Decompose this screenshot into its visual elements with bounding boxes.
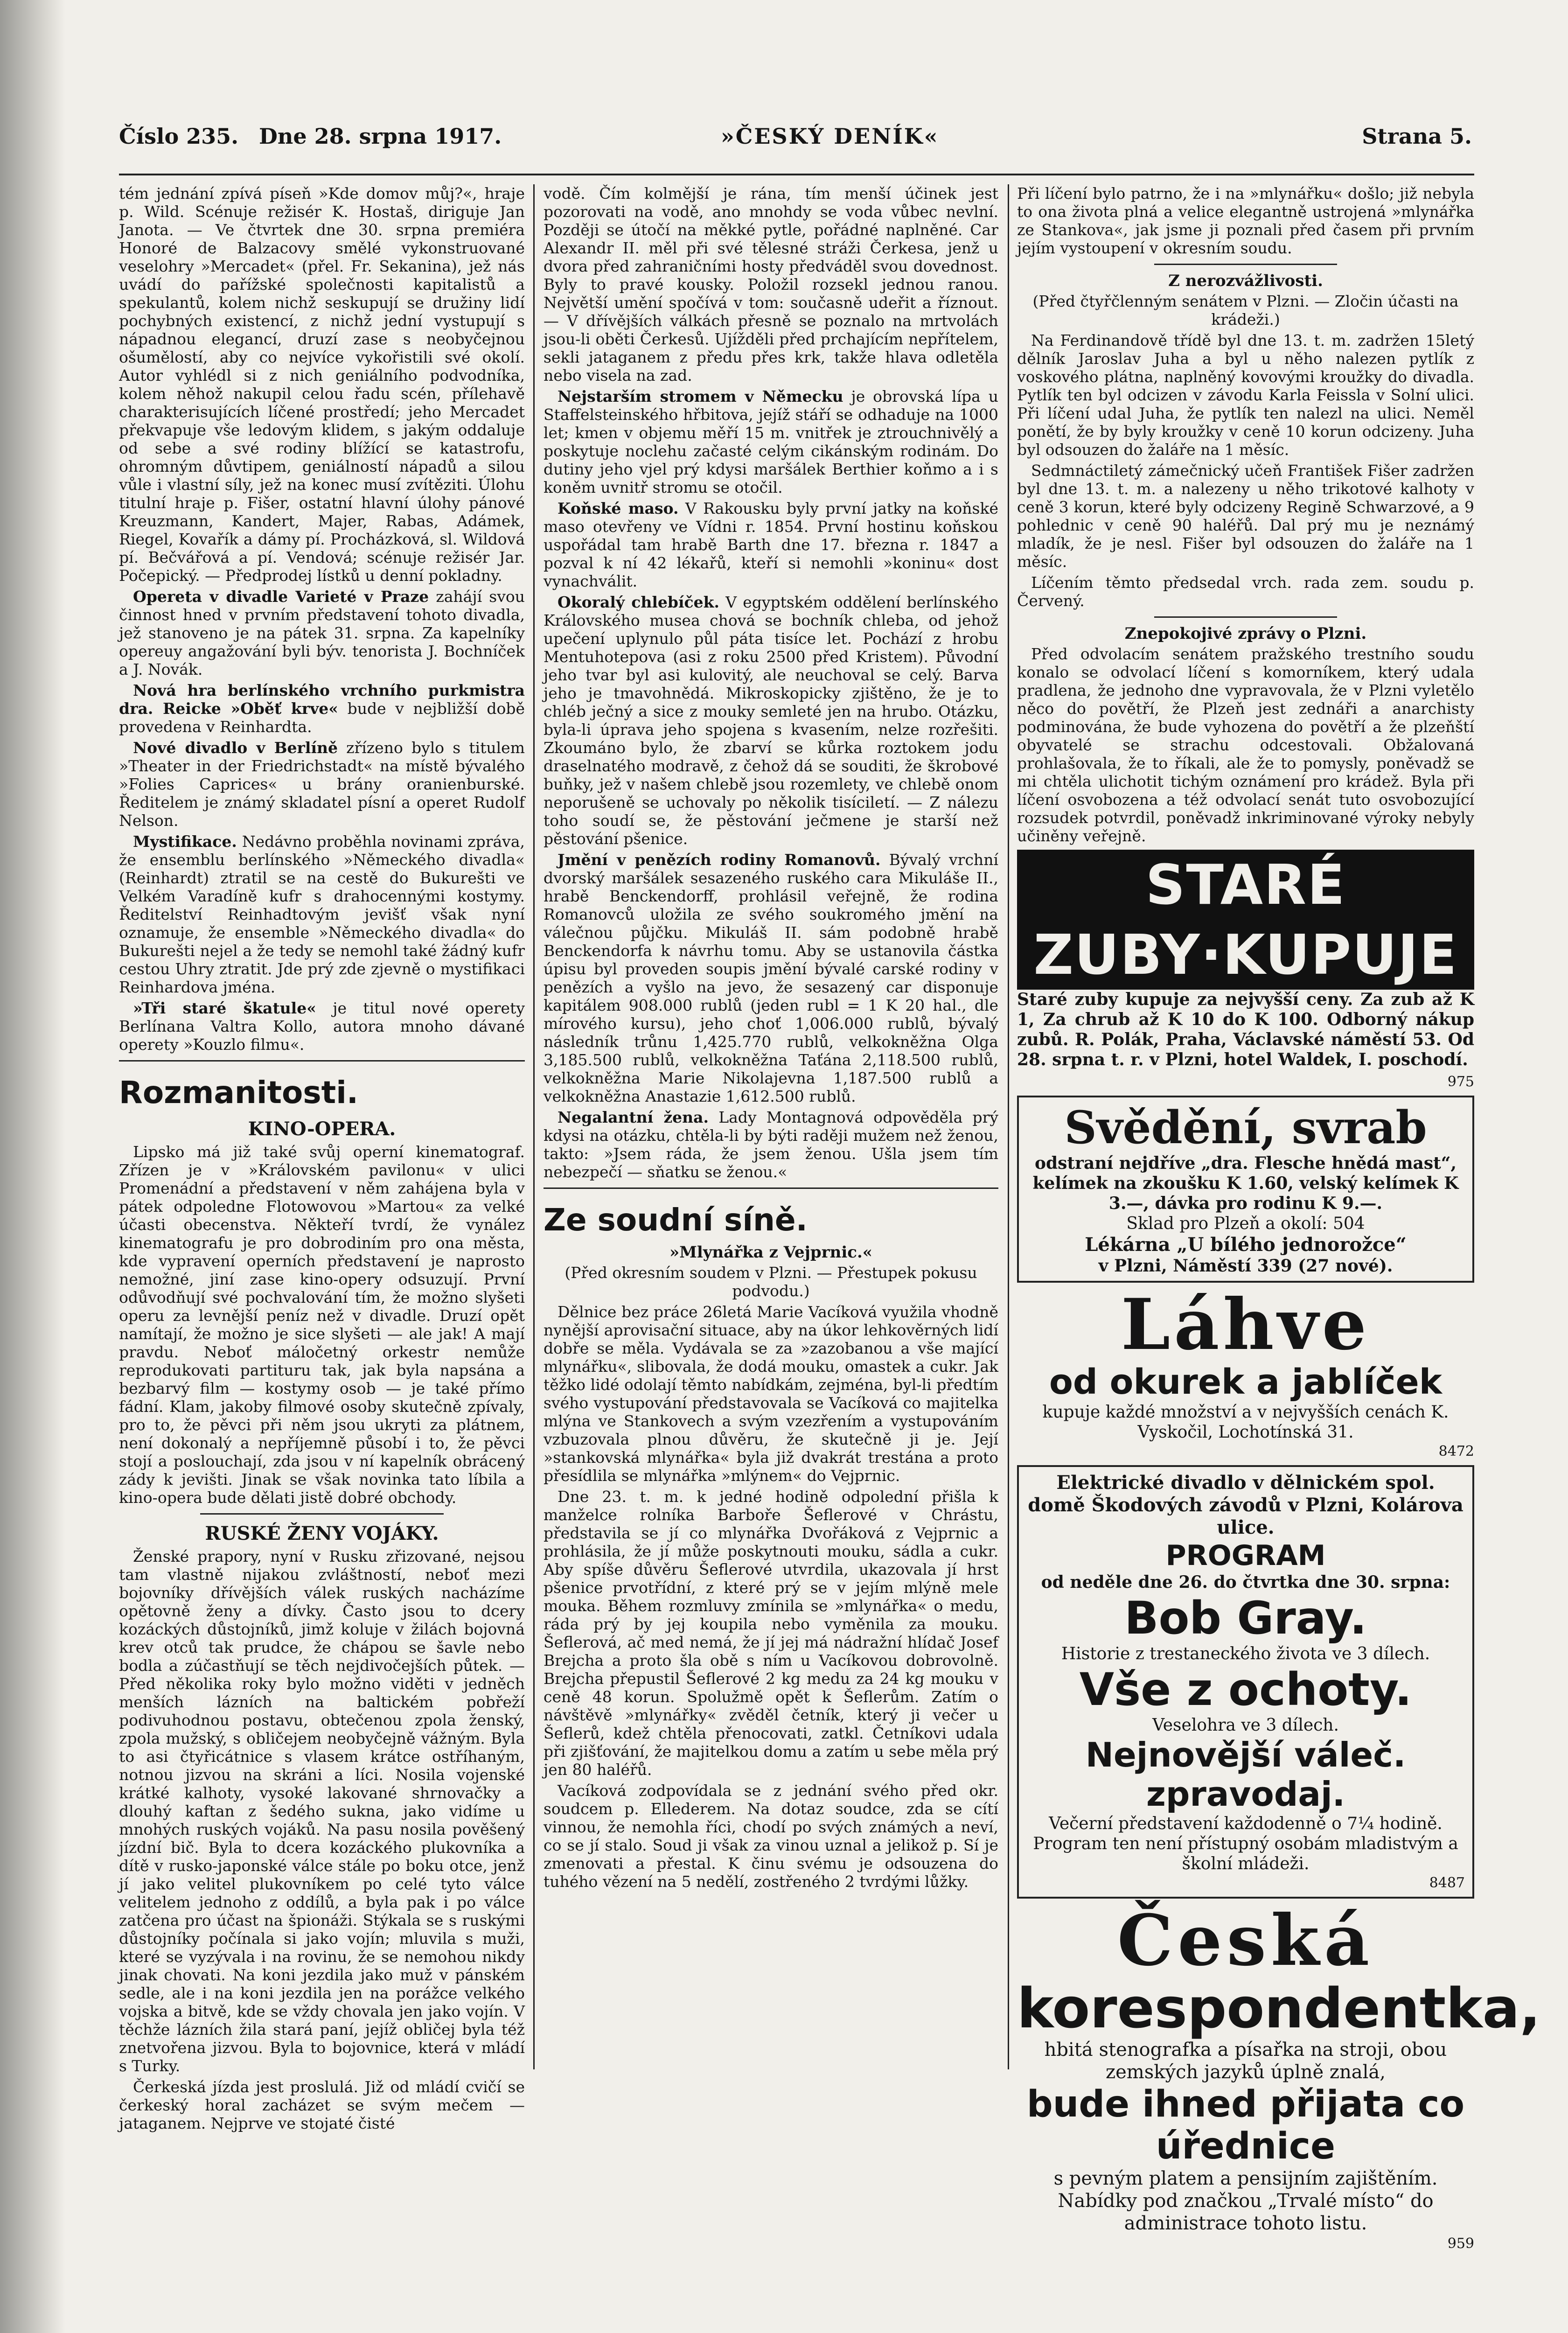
ad-heading: korespondentka, <box>1017 1976 1541 2040</box>
news-item <box>119 832 525 996</box>
news-item <box>544 1108 998 1181</box>
article-text: Vacíková zodpovídala se z jednání svého před okr. soudcem p. Ellederem. Na dotaz soudce, zda se cítí vinnou, že nemohla říci, chodí po svých známých a neví, co se jí stalo. Soud ji však za vinou uznal a jelikož p. Sí je zmenovati a přestal. K činu svému je odsouzena do tuhého vězení na 5 nedělí, zostřeného 2 tvrdými lůžky. <box>544 1781 998 1891</box>
news-body: zřízeno bylo s titulem »Theater in der Friedrichstadt« na místě bývalého »Folies Caprices« u brány oranienburské. Ředitelem je známý skladatel písní a operet Rudolf Nelson. <box>119 739 525 830</box>
ad-text <box>1026 1214 1465 1234</box>
ad-heading: Česká <box>1117 1900 1374 1982</box>
ad-heading: Láhve <box>1121 1284 1371 1366</box>
article-text: Lipsko má již také svůj operní kinematograf. Zřízen je v »Královském pavilonu« v ulici Promenádní a představení v něm zahájena byla v pátek odpoledne Flotowovou »Martou« za velké účasti obecenstva. Někteří tvrdí, že vynález kinematografu je pro dobrodiním pro ona města, kde vypravení operních představení je naprosto nemožné, jiní zase kino-opery odsuzují. První odůvodňují své pochvalování tím, že možno slyšeti operu za levnější peníz než v divadle. Druzí opět namítají, že možno je sice slyšeti — ale jak! A mají pravdu. Neboť máločetný orkestr nemůže reprodukovati partituru tak, jak byla napsána a bezbarvý film — kostymy osob — je také přímo fádní. Klam, jakoby filmové osoby skutečně zpívaly, pro to, že pěvci při něm jsou ukryti za plátnem, není dokonalý a nepříjemně působí i to, že pěvci stojí a poslouchají, zda jsou v ní kapelník obrácený zády k jevišti. Jinak se však novinka tato líbila a kino-opera bude dělati jistě dobré obchody. <box>119 1143 525 1507</box>
news-item <box>544 851 998 1105</box>
ad-text-span: Sklad pro Plzeň a okolí: <box>1126 1214 1328 1233</box>
news-body: zahájí svou činnost hned v prvním představení tohoto divadla, jež stanoveno je na pátek 31. srpna. Za kapelníky opereuy angažování byli býv. tenorista J. Bochníček a J. Novák. <box>119 587 525 678</box>
article-title-kino-opera: KINO-OPERA. <box>248 1118 396 1140</box>
ad-text: od neděle dne 26. do čtvrtka dne 30. srpna: <box>1041 1572 1450 1592</box>
article-text: Líčením těmto předsedal vrch. rada zem. soudu p. Červený. <box>1017 573 1474 610</box>
ad-elektricke-divadlo <box>1017 1465 1474 1899</box>
article-title-ruske-zeny: RUSKÉ ŽENY VOJÁKY. <box>205 1523 439 1544</box>
news-body: je obrovská lípa u Staffelsteinského hřbitova, jejíž stáří se odhaduje na 1000 let; kmen v objemu měří 15 m. vnitřek je ztrouchnivělý a poskytuje noclehu začasté celým cikánským rodinám. Do dutiny jeho vjel prý kdysi maršálek Berthier koňmo a i s koněm uvnitř stromu se otočil. <box>544 387 998 496</box>
ad-film-title: Vše z ochoty. <box>1079 1663 1412 1716</box>
article-subtitle: (Před okresním soudem v Plzni. — Přestupek pokusu podvodu.) <box>564 1264 977 1300</box>
news-lead: Koňské maso. <box>558 499 679 517</box>
news-body: Bývalý vrchní dvorský maršálek sesazeného ruského cara Mikuláše II., hrabě Benckendorff, prohlásil veřejně, že rodina Romanovců uložila ze svého soukromého jmění na válečnou půjčku. Mikuláš II. sám podobně hrabě Benckendorfa k návrhu tomu. Aby se ustanovila částka úpisu byl proveden soupis jmění bývalé carské rodiny v penězích a vyšlo na jevo, že sesazený car disponuje kapitálem 908.000 rublů (jeden rubl = 1 K 20 hal., dle mírového kursu), jeho choť 1,006.000 rublů, bývalý následník trůnu 1,425.770 rublů, velkokněžna Olga 3,185.500 rublů, velkokněžna Taťána 2,118.500 rublů, velkokněžna Marie Nikolajevna 1,187.500 rublů a velkokněžna Anastazie 1,612.500 rublů. <box>544 851 998 1105</box>
ad-banner: STARÉ ZUBY·KUPUJE <box>1017 850 1474 990</box>
article-text: vodě. Čím kolmější je rána, tím menší účinek jest pozorovati na vodě, ano mnohdy se voda vůbec nevlní. Později se útočí na měkké pytle, pořádné naplněné. Car Alexandr II. měl při své tělesné stráži Čerkesa, jenž u dvora před zahraničními hosty předváděl svou dovednost. Byly to pravé kousky. Položil rozsekl jednou ranou. Největší umění spočívá v tom: současně udeřit a říznout. — V dřívějších válkách přesně se poznalo na mrtvolách jsou-li oběti Čerkesů. Ujížděli před prchajícím nepřítelem, sekli jataganem z předu přes krk, takže hlava odletěla nebo visela na zad. <box>544 184 998 384</box>
ad-korespondentka <box>1017 1900 1541 2253</box>
ad-svedeni-svrab <box>1017 1096 1474 1283</box>
issue-date: Dne 28. srpna 1917. <box>259 124 502 149</box>
section-heading-rozmanitosti: Rozmanitosti. <box>119 1075 358 1111</box>
news-lead: Okoralý chlebíček. <box>558 593 719 611</box>
article-title-mlynarka: »Mlynářka z Vejprnic.« <box>669 1243 873 1262</box>
column-3 <box>1017 184 1541 2252</box>
article-text: Dne 23. t. m. k jedné hodině odpolední přišla k manželce rolníka Barboře Šeflerové v Chrástu, představila se jí co mlynářka Dvořáková z Vejprnic a prohlásila, že jí může poskytnouti mouku, sádla a cukr. Aby spíše důvěru Šeflerové utvrdila, ukazovala jí hrst pšenice prvotřídní, z které prý se v jejím mlýně mele mouka. Během rozmluvy zmínila se »mlynářka« o medu, ráda prý by jej koupila nebo vyměnila za mouku. Šeflerová, ač med nemá, že jí jej má nádražní hlídač Josef Brejcha a proto šla obě s ním u Vacíkovou dobrovolně. Brejcha přepustil Šeflerové 2 kg medu za 24 kg mouku v ceně 48 korun. Spolužmě opět k Šeflerům. Zatím o návštěvě »mlynářky« zvěděl četník, který ji večer u Šeflerů, kdež chtěla přenocovati, zatkl. Četníkovi udala při zjišťování, že majitelkou domu a zatím u sebe měla prý jen 80 haléřů. <box>544 1488 998 1779</box>
column-1 <box>119 184 525 2132</box>
newspaper-title: »ČESKÝ DENÍK« <box>721 124 939 149</box>
news-body: bude v nejbližší době provedena v Reinhardta. <box>119 699 525 736</box>
ad-lahve <box>1017 1284 1474 1460</box>
ad-program: PROGRAM <box>1165 1539 1326 1572</box>
ad-text: Staré zuby kupuje za nejvyšší ceny. Za zub až K 1, Za chrub až K 10 do K 100. Odborný nákup zubů. R. Polák, Praha, Václavské náměstí 53. Od 28. srpna t. r. v Plzni, hotel Waldek, I. poschodí. <box>1017 990 1474 1069</box>
ad-text: Večerní představení každodenně o 7¼ hodině. Program ten není přístupný osobám mladistvým a školní mládeži. <box>1033 1814 1458 1873</box>
ad-film-title: Nejnovější váleč. zpravodaj. <box>1085 1735 1406 1814</box>
news-lead: Opereta v divadle Varieté v Praze <box>133 587 429 606</box>
news-item <box>119 681 525 736</box>
article-text: Při líčení bylo patrno, že i na »mlynářku« došlo; již nebyla to ona života plná a velice elegantně ustrojená »mlynářka ze Stankova«, jak jsme ji poznali před časem při prvním jejím vystoupení v okresním soudu. <box>1017 184 1474 257</box>
ad-text: s pevným platem a pensijním zajištěním. Nabídky pod značkou „Trvalé místo“ do administrace tohoto listu. <box>1053 2168 1438 2234</box>
ad-number: 8487 <box>1429 1875 1465 1891</box>
ad-number: 504 <box>1332 1214 1365 1233</box>
news-item <box>119 587 525 678</box>
news-lead: Mystifikace. <box>133 832 237 851</box>
ad-number: 8472 <box>1438 1443 1474 1460</box>
ad-number: 959 <box>1447 2235 1474 2252</box>
ad-text: Elektrické divadlo v dělnickém spol. domě Škodových závodů v Plzni, Kolárova ulice. <box>1028 1472 1463 1538</box>
ad-film-desc: Veselohra ve 3 dílech. <box>1152 1716 1339 1735</box>
article-subtitle: (Před čtyřčlenným senátem v Plzni. — Zločin účasti na krádeži.) <box>1032 292 1459 328</box>
column-2 <box>544 184 998 1891</box>
column-divider-1 <box>533 184 535 2069</box>
article-text: Sedmnáctiletý zámečnický učeň František Fišer zadržen byl dne 13. t. m. a nalezeny u něho trikotové kalhoty v ceně 3 korun, které byly odcizeny Regině Schwarzové, a 9 pohlednic v ceně 90 haléřů. Dal prý mu je neznámý mladík, že je nesl. Fišer byl odsouzen do žaláře na 1 měsíc. <box>1017 461 1474 571</box>
article-title-nerozvaznost: Z nerozvážlivosti. <box>1168 272 1323 290</box>
news-body: V egyptském oddělení berlínského Královského musea chová se bochník chleba, od jehož upečení uplynulo půl páta tisíce let. Pochází z hrobu Mentuhotepova (asi z roku 2500 před Kristem). Původní jeho tvar byl asi kulovitý, ale neuchoval se celý. Barva jeho je tmavohnědá. Mikroskopicky zjištěno, že je to chléb ječný a sice z mouky semleté jen na hrubo. Otázku, byla-li úprava jeho spojena s kvasením, nelze rozřešiti. Zkoumáno bylo, že zbarví se kůrka roztokem jodu draselnatého modravě, z čehož dá se souditi, že škrobové buňky, jež v našem chlebě jsou rozemlety, ve chlebě onom neporušeně se uchovaly po několik tisíciletí. — Z nálezu toho soudí se, že pěstování ječmene je starší než pěstování pšenice. <box>544 593 998 848</box>
news-lead: Nejstarším stromem v Německu <box>558 387 843 405</box>
news-lead: Negalantní žena. <box>558 1108 709 1126</box>
news-body: Nedávno proběhla novinami zpráva, že ensemblu berlínského »Německého divadla« (Reinhardt) ztratil se na cestě do Bukurešti ve Velkém Varadíně kufr s drahocennými kostymy. Ředitelství Reinhadtovým jevišť však nyní oznamuje, že ensemble »Německého divadla« do Bukurešti nejel a že tedy se nemohl také žádný kufr cestou Uhry ztratit. Jde prý zde zjevně o mystifikaci Reinhardova jména. <box>119 832 525 996</box>
section-heading-soudni-sin: Ze soudní síně. <box>544 1202 808 1238</box>
article-text: Ženské prapory, nyní v Rusku zřizované, nejsou tam vlastně nijakou zvláštností, neboť mezi bojovníky dřívějších válek ruských nacházíme opětovně ženy a dívky. Často jsou to dcery kozáckých důstojníků, jimž koluje v žilách bojovná krev otců tak prudce, že chápou se šavle nebo bodla a zúčastňují se těch nejdivočejších půtek. — Před několika roky bylo možno viděti v jedněch menších lázních na baltickém pobřeží podivuhodnou postavu, obtečenou zpola ženský, zpola mužský, s obličejem neobyčejně vážným. Byla to asi čtyřicátnice s vlasem krátce ostříhaným, notnou jizvou na skráni a líci. Nosila vojenské krátké kalhoty, vysoké lakované shrnovačky a dlouhý kaftan z šedého sukna, jako vidíme u mnohých ruských vojáků. Na pasu nosila pověšený jízdní bič. Byla to dcera kozáckého plukovníka a dítě v rusko-japonské válce stále po boku otce, jenž jí jako velitel plukovníkem po celé tyto válce velitelem jednoho z oddílů, a byla pak i po válce zatčena pro účast na špionáži. Stýkala se s ruskými důstojníky počínala si jako vojín; mluvila s muži, které se vyzývala i na rovinu, že se nemohou nikdy jinak chovati. Na koni jezdila jako muž v pánském sedle, ale i na koni jezdila jen na porážce velkého vojska a bitvě, kde se vždy chovala jen jako vojín. V těchže lázních žila stará paní, jejíž obličej byla též znetvořena jizvou. Byla to bojovnice, která v mládí s Turky. <box>119 1547 525 2075</box>
section-rule <box>119 1060 525 1062</box>
ad-pharmacy: Lékárna „U bílého jednorožce“ <box>1085 1234 1407 1256</box>
news-lead: Nová hra berlínského vrchního purkmistra dra. Reicke »Oběť krve« <box>119 681 525 718</box>
news-item <box>544 499 998 590</box>
ad-text: odstraní nejdříve „dra. Flesche hnědá mast“, kelímek na zkoušku K 1.60, velský kelímek K 3.—, dávka pro rodinu K 9.—. <box>1032 1153 1459 1213</box>
news-lead: Jmění v penězích rodiny Romanovů. <box>558 851 881 869</box>
theatre-text: tém jednání zpívá píseň »Kde domov můj?«, hraje p. Wild. Scénuje režisér K. Hostaš, diriguje Jan Janota. — Ve čtvrtek dne 30. srpna premiéra Honoré de Balzacovy smělé vykonstruované veselohry »Mercadet« (přel. Fr. Sekanina), jež nás uvádí do pařížské společnosti kapitalistů a spekulantů, kolem nichž seskupují se družiny lidí pochybných existencí, z nichž jední vystupují s nápadnou elegancí, druzí zase s neobyčejnou ošumělostí, aby co nejvíce vykořistili své okolí. Autor vyhlédl si z nich geniálního podvodníka, kolem něhož nakupil celou řadu scén, přílehavě charakterisujících líčené prostředí; jeho Mercadet překvapuje vše ledovým klidem, s jakým oddaluje od sebe a své rodiny blížící se katastrofu, ohromným důvtipem, geniálností nápadů a silou vůle i vlastní síly, jež na konec musí zvítěziti. Úlohu titulní hraje p. Fišer, ostatní hlavní úlohy pánové Kreuzmann, Kandert, Majer, Rabas, Adámek, Riegel, Kovařík a dámy pí. Procházková, sl. Wildová pí. Bečvářová a pí. Vendová; scénuje režisér Jar. Počepický. — Předprodej lístků u denní pokladny. <box>119 184 525 585</box>
ad-film-title: Bob Gray. <box>1124 1592 1367 1644</box>
news-lead: »Tři staré škatule« <box>133 999 316 1017</box>
page-number: Strana 5. <box>1362 124 1472 149</box>
article-title-znepokojive: Znepokojivé zprávy o Plzni. <box>1124 624 1367 643</box>
ad-address: v Plzni, Náměstí 339 (27 nové). <box>1098 1256 1393 1276</box>
article-rule <box>1154 264 1337 265</box>
ad-heading: Svědění, svrab <box>1064 1101 1427 1154</box>
article-text: Dělnice bez práce 26letá Marie Vacíková využila vhodně nynější aprovisační situace, aby na úkor lehkověrných lidí dobře se měla. Vydávala se za »zazobanou a vše mající mlynářku«, slibovala, že dodá mouku, omastek a cukr. Jak těžko lidé odolají těmto nabídkám, zejména, byl-li předtím svého vystupování představovala se Vacíková co majitelka mlýna ve Stankovech a svým vzezřením a vystupováním vzbuzovala plnou důvěru, že skutečně ji je. Její »stankovská mlynářka« byla již dvakrát trestána a proto přesídlila se mlynářka »mlýnem« do Vejprnic. <box>544 1303 998 1485</box>
news-item <box>119 999 525 1054</box>
article-text: Před odvolacím senátem pražského trestního soudu konalo se odvolací líčení s komorníkem, který udala pradlena, že jednoho dne vypravovala, že v Plzni vyletělo něco do povětří, že Plzeň jest zednáři a anarchisty podminována, že bude vyhozena do povětří a že plzeňští obyvatelé se strachu odcestovali. Obžalovaná prohlašovala, že to říkali, ale že to pomysly, poněvadž se mi chtěla ulichotit tichým oznámení pro krádež. Byla při líčení osvobozena a též odvolací senát tuto osvobozující rozsudek potvrdil, poněvadž inkriminované výroky nebyly učiněny veřejně. <box>1017 645 1474 845</box>
header-rule <box>119 174 1474 175</box>
article-text: Čerkeská jízda jest proslulá. Již od mládí cvičí se čerkeský horal zacházet se svým mečem — jataganem. Nejprve ve stojaté čisté <box>119 2078 525 2132</box>
news-item <box>119 739 525 830</box>
column-divider-2 <box>1008 184 1009 2069</box>
ad-film-desc: Historie z trestaneckého života ve 3 dílech. <box>1061 1644 1430 1663</box>
news-body: Lady Montagnová odpověděla prý kdysi na otázku, chtěla-li by býti raději mužem než ženou, takto: »Jsem ráda, že jsem ženou. Ušla jsem tím nebezpečí — sňatku se ženou.« <box>544 1108 998 1181</box>
article-text: Na Ferdinandově třídě byl dne 13. t. m. zadržen 15letý dělník Jaroslav Juha a byl u něho nalezen pytlík z voskového plátna, naplněný kovovými kroužky do divadla. Pytlík ten byl odcizen v závodu Karla Feissla v Solní ulici. Při líčení udal Juha, že pytlík ten nalezl na ulici. Neměl ponětí, že by byly kroužky v ceně 10 korun odcizeny. Juha byl odsouzen do žaláře na 1 měsíc. <box>1017 331 1474 459</box>
issue-number: Číslo 235. <box>119 124 239 149</box>
ad-text: kupuje každé množství a v nejvyšších cenách K. Vyskočil, Lochotínská 31. <box>1042 1403 1449 1442</box>
article-rule <box>1154 616 1337 618</box>
article-rule <box>200 1513 444 1515</box>
news-item <box>544 387 998 496</box>
ad-number: 975 <box>1447 1074 1474 1090</box>
ad-text: hbitá stenografka a písařka na stroji, obou zemských jazyků úplně znalá, <box>1044 2039 1447 2083</box>
news-body: V Rakousku byly první jatky na koňské maso otevřeny ve Vídni r. 1854. První hostinu koňskou uspořádal tam hrabě Barth dne 17. března r. 1847 a pozval k ní 42 lékařů, kteří si nemohli »koninu« dost vynachválit. <box>544 499 998 590</box>
page-header <box>119 124 1472 166</box>
news-lead: Nové divadlo v Berlíně <box>133 739 338 757</box>
ad-subheading: bude ihned přijata co úřednice <box>1026 2083 1465 2167</box>
ad-stare-zuby <box>1017 850 1474 1091</box>
page-edge-shadow <box>0 0 65 2333</box>
news-body: je titul nové operety Berlínana Valtra Kollo, autora mnoho dávané operety »Kouzlo filmu«. <box>119 999 525 1054</box>
news-item <box>544 593 998 848</box>
section-rule <box>544 1187 998 1189</box>
ad-subheading: od okurek a jablíček <box>1049 1362 1442 1402</box>
